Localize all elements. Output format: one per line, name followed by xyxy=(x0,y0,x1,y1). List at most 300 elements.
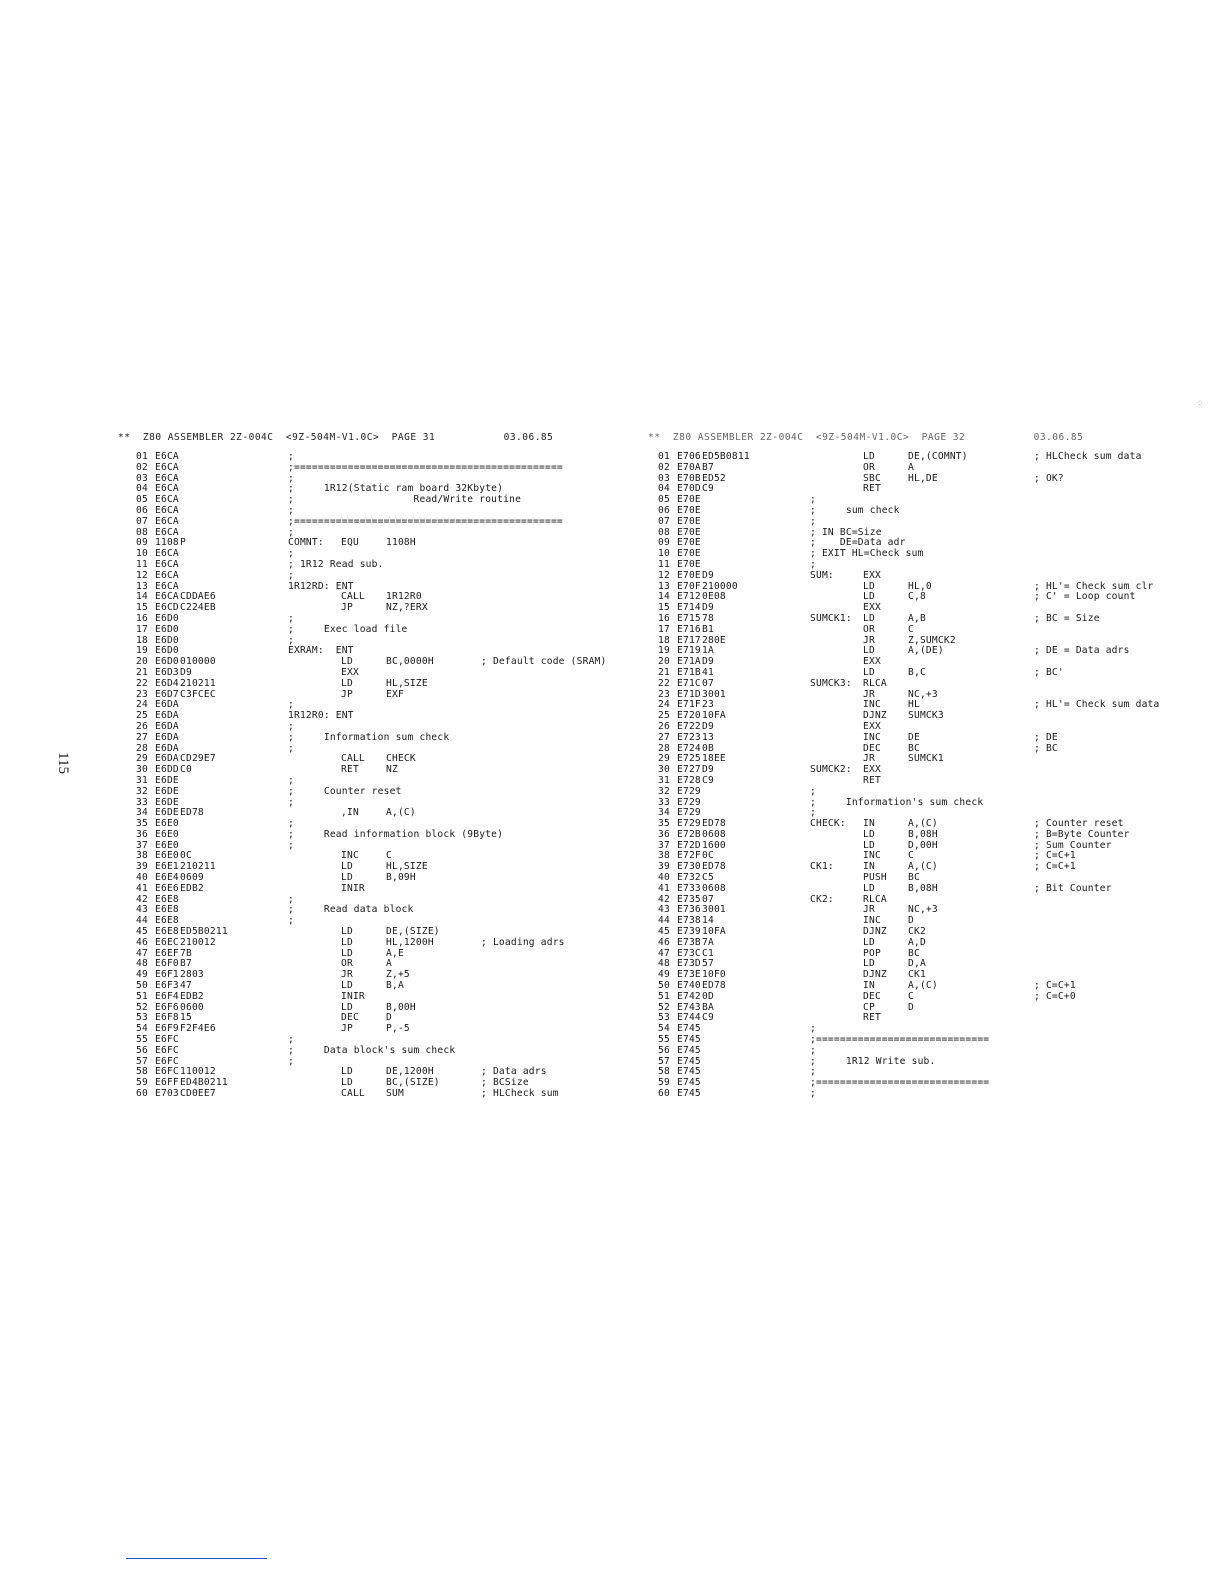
address: E6EC xyxy=(155,936,179,948)
address: E70E xyxy=(677,526,701,538)
address: E738 xyxy=(677,915,701,927)
line-number: 50 xyxy=(136,980,148,992)
line-number: 20 xyxy=(136,656,148,668)
address: E71C xyxy=(677,677,701,689)
label-field: 1R12R0: ENT xyxy=(288,710,354,722)
mnemonic: PUSH xyxy=(863,872,887,884)
address: E6CA xyxy=(155,515,179,527)
label-field: ; EXIT HL=Check sum xyxy=(810,548,924,560)
comment: ; Default code (SRAM) xyxy=(481,656,607,668)
address: E70E xyxy=(677,548,701,560)
line-number: 32 xyxy=(136,785,148,797)
object-code: C1 xyxy=(702,947,714,959)
address: E73C xyxy=(677,947,701,959)
line-number: 10 xyxy=(658,548,670,560)
address: E712 xyxy=(677,591,701,603)
line-number: 52 xyxy=(658,1001,670,1013)
operand: B,09H xyxy=(386,872,416,884)
object-code: D9 xyxy=(702,602,714,614)
address: E6F1 xyxy=(155,969,179,981)
line-number: 58 xyxy=(136,1066,148,1078)
line-number: 02 xyxy=(136,461,148,473)
line-number: 49 xyxy=(658,969,670,981)
address: E6E0 xyxy=(155,850,179,862)
address: E6F8 xyxy=(155,1012,179,1024)
operand: B,00H xyxy=(386,1001,416,1013)
address: E706 xyxy=(677,451,701,462)
line-number: 27 xyxy=(136,731,148,743)
line-number: 07 xyxy=(136,515,148,527)
label-field: ; 1R12(Static ram board 32Kbyte) xyxy=(288,483,504,495)
object-code: 14 xyxy=(702,915,714,927)
address: E744 xyxy=(677,1012,701,1024)
comment: ; C=C+0 xyxy=(1034,990,1076,1002)
address: E6DA xyxy=(155,699,179,711)
operand: SUMCK1 xyxy=(908,753,944,765)
address: E72D xyxy=(677,839,701,851)
address: E722 xyxy=(677,720,701,732)
operand: D xyxy=(908,915,914,927)
label-field: ; xyxy=(810,1023,816,1035)
comment: ; DE = Data adrs xyxy=(1034,645,1130,657)
label-field: ; Read data block xyxy=(288,904,414,916)
operand: DE,(SIZE) xyxy=(386,926,440,938)
address: E6DA xyxy=(155,710,179,722)
object-code: 18EE xyxy=(702,753,726,765)
line-number: 02 xyxy=(658,461,670,473)
operand: C xyxy=(908,850,914,862)
label-field: COMNT: xyxy=(288,537,324,549)
address: E6E8 xyxy=(155,904,179,916)
object-code: 3001 xyxy=(702,904,726,916)
address: 1108 xyxy=(155,537,179,549)
line-number: 20 xyxy=(658,656,670,668)
address: E6F0 xyxy=(155,958,179,970)
line-number: 55 xyxy=(136,1034,148,1046)
object-code: C0 xyxy=(180,764,192,776)
object-code: 41 xyxy=(702,666,714,678)
address: E6E0 xyxy=(155,828,179,840)
address: E70E xyxy=(677,537,701,549)
mnemonic: LD xyxy=(341,1077,353,1089)
object-code: 210211 xyxy=(180,861,216,873)
address: E72B xyxy=(677,828,701,840)
mnemonic: RET xyxy=(341,764,359,776)
address: E6CA xyxy=(155,504,179,516)
line-number: 34 xyxy=(658,807,670,819)
object-code: 0608 xyxy=(702,882,726,894)
mnemonic: CALL xyxy=(341,1088,365,1100)
line-number: 60 xyxy=(136,1088,148,1100)
operand: D xyxy=(386,1012,392,1024)
object-code: B7 xyxy=(180,958,192,970)
object-code: D9 xyxy=(180,666,192,678)
object-code: D9 xyxy=(702,569,714,581)
address: E6DD xyxy=(155,764,179,776)
line-number: 46 xyxy=(658,936,670,948)
operand: B,A xyxy=(386,980,404,992)
mnemonic: IN xyxy=(863,818,875,830)
operand: C xyxy=(908,623,914,635)
operand: 1108H xyxy=(386,537,416,549)
mnemonic: INIR xyxy=(341,990,365,1002)
line-number: 16 xyxy=(136,612,148,624)
address: E6E8 xyxy=(155,915,179,927)
object-code: ED52 xyxy=(702,472,726,484)
object-code: ED78 xyxy=(702,818,726,830)
operand: BC,(SIZE) xyxy=(386,1077,440,1089)
label-field: ; Counter reset xyxy=(288,785,402,797)
address: E6D3 xyxy=(155,666,179,678)
operand: D,00H xyxy=(908,839,938,851)
address: E723 xyxy=(677,731,701,743)
address: E70E xyxy=(677,558,701,570)
operand: Z,SUMCK2 xyxy=(908,634,956,646)
comment: ; HL'= Check sum clr xyxy=(1034,580,1154,592)
object-code: 7A xyxy=(702,936,714,948)
mnemonic: LD xyxy=(863,936,875,948)
object-code: 07 xyxy=(702,677,714,689)
operand: A,(C) xyxy=(908,861,938,873)
mnemonic: IN xyxy=(863,861,875,873)
label-field: ; Data block's sum check xyxy=(288,1044,456,1056)
mnemonic: RET xyxy=(863,774,881,786)
address: E6D0 xyxy=(155,634,179,646)
mnemonic: DEC xyxy=(341,1012,359,1024)
operand: A,D xyxy=(908,936,926,948)
mnemonic: DJNZ xyxy=(863,926,887,938)
address: E6CA xyxy=(155,569,179,581)
line-number: 40 xyxy=(658,872,670,884)
object-code: 210000 xyxy=(702,580,738,592)
label-field: SUM: xyxy=(810,569,834,581)
mnemonic: LD xyxy=(863,666,875,678)
line-number: 36 xyxy=(136,828,148,840)
label-field: ; Read/Write routine xyxy=(288,494,522,506)
mnemonic: LD xyxy=(863,828,875,840)
object-code: 1A xyxy=(702,645,714,657)
object-code: 0609 xyxy=(180,872,204,884)
mnemonic: LD xyxy=(863,612,875,624)
operand: B,08H xyxy=(908,882,938,894)
operand: CK1 xyxy=(908,969,926,981)
line-number: 17 xyxy=(658,623,670,635)
object-code: 0600 xyxy=(180,1001,204,1013)
comment: ; BC = Size xyxy=(1034,612,1100,624)
object-code: 0C xyxy=(180,850,192,862)
address: E6D0 xyxy=(155,623,179,635)
mnemonic: DJNZ xyxy=(863,710,887,722)
mnemonic: OR xyxy=(863,623,875,635)
address: E743 xyxy=(677,1001,701,1013)
object-code: 10FA xyxy=(702,926,726,938)
address: E70B xyxy=(677,472,701,484)
line-number: 57 xyxy=(658,1055,670,1067)
object-code: 10FA xyxy=(702,710,726,722)
mnemonic: CALL xyxy=(341,753,365,765)
object-code: P xyxy=(180,537,186,549)
operand: Z,+5 xyxy=(386,969,410,981)
address: E6DA xyxy=(155,742,179,754)
mnemonic: JR xyxy=(341,969,353,981)
address: E6E4 xyxy=(155,872,179,884)
operand: A,(C) xyxy=(386,807,416,819)
line-number: 06 xyxy=(136,504,148,516)
operand: CHECK xyxy=(386,753,416,765)
label-field: ; xyxy=(288,893,294,905)
line-number: 14 xyxy=(136,591,148,603)
object-code: C3FCEC xyxy=(180,688,216,700)
address: E729 xyxy=(677,818,701,830)
object-code: C9 xyxy=(702,1012,714,1024)
address: E714 xyxy=(677,602,701,614)
address: E739 xyxy=(677,926,701,938)
label-field: ; xyxy=(288,548,294,560)
mnemonic: EXX xyxy=(863,569,881,581)
comment: ; C' = Loop count xyxy=(1034,591,1136,603)
operand: HL,DE xyxy=(908,472,938,484)
operand: DE,1200H xyxy=(386,1066,434,1078)
operand: A,(C) xyxy=(908,980,938,992)
label-field: ; xyxy=(288,569,294,581)
object-code: 15 xyxy=(180,1012,192,1024)
line-number: 59 xyxy=(136,1077,148,1089)
address: E73D xyxy=(677,958,701,970)
mnemonic: JP xyxy=(341,688,353,700)
line-number: 57 xyxy=(136,1055,148,1067)
address: E6CA xyxy=(155,526,179,538)
comment: ; BCSize xyxy=(481,1077,529,1089)
address: E6CA xyxy=(155,472,179,484)
label-field: ; xyxy=(810,1088,816,1100)
object-code: D9 xyxy=(702,720,714,732)
label-field: ; xyxy=(810,1044,816,1056)
line-number: 09 xyxy=(136,537,148,549)
comment: ; BC' xyxy=(1034,666,1064,678)
line-number: 45 xyxy=(658,926,670,938)
line-number: 42 xyxy=(136,893,148,905)
object-code: ED78 xyxy=(180,807,204,819)
address: E6E8 xyxy=(155,926,179,938)
line-number: 36 xyxy=(658,828,670,840)
address: E6DE xyxy=(155,774,179,786)
address: E72F xyxy=(677,850,701,862)
line-number: 44 xyxy=(136,915,148,927)
label-field: ;============================================= xyxy=(288,515,563,527)
line-number: 41 xyxy=(136,882,148,894)
object-code: C9 xyxy=(702,774,714,786)
line-number: 39 xyxy=(136,861,148,873)
object-code: 0C xyxy=(702,850,714,862)
address: E6E0 xyxy=(155,818,179,830)
address: E6CA xyxy=(155,558,179,570)
address: E6DE xyxy=(155,785,179,797)
address: E730 xyxy=(677,861,701,873)
line-number: 35 xyxy=(136,818,148,830)
operand: BC xyxy=(908,742,920,754)
operand: D,A xyxy=(908,958,926,970)
line-number: 06 xyxy=(658,504,670,516)
address: E6D4 xyxy=(155,677,179,689)
operand: SUM xyxy=(386,1088,404,1100)
address: E6D7 xyxy=(155,688,179,700)
object-code: ED5B0811 xyxy=(702,451,750,462)
object-code: ED78 xyxy=(702,980,726,992)
operand: D xyxy=(908,1001,914,1013)
mnemonic: IN xyxy=(863,980,875,992)
mnemonic: DEC xyxy=(863,742,881,754)
label-field: ; sum check xyxy=(810,504,900,516)
mnemonic: CALL xyxy=(341,591,365,603)
line-number: 58 xyxy=(658,1066,670,1078)
scan-artifact: ⁘ xyxy=(1196,399,1204,409)
line-number: 03 xyxy=(136,472,148,484)
mnemonic: JR xyxy=(863,904,875,916)
object-code: 2803 xyxy=(180,969,204,981)
line-number: 17 xyxy=(136,623,148,635)
label-field: ; xyxy=(288,839,294,851)
mnemonic: OR xyxy=(341,958,353,970)
object-code: ED4B0211 xyxy=(180,1077,228,1089)
line-number: 44 xyxy=(658,915,670,927)
right-page-header: ** Z80 ASSEMBLER 2Z-004C <9Z-504M-V1.0C> PAGE 32 03.06.85 xyxy=(648,432,1084,443)
address: E6E8 xyxy=(155,893,179,905)
address: E6CA xyxy=(155,494,179,506)
address: E728 xyxy=(677,774,701,786)
mnemonic: EXX xyxy=(863,656,881,668)
address: E745 xyxy=(677,1088,701,1100)
operand: EXF xyxy=(386,688,404,700)
line-number: 08 xyxy=(136,526,148,538)
mnemonic: ,IN xyxy=(341,807,359,819)
object-code: ED5B0211 xyxy=(180,926,228,938)
label-field: ; 1R12 Read sub. xyxy=(288,558,384,570)
label-field: ; xyxy=(288,1034,294,1046)
line-number: 52 xyxy=(136,1001,148,1013)
mnemonic: DEC xyxy=(863,990,881,1002)
comment: ; Sum Counter xyxy=(1034,839,1112,851)
line-number: 53 xyxy=(136,1012,148,1024)
label-field: ; xyxy=(288,742,294,754)
line-number: 23 xyxy=(658,688,670,700)
mnemonic: SBC xyxy=(863,472,881,484)
label-field: ; xyxy=(288,796,294,808)
line-number: 59 xyxy=(658,1077,670,1089)
line-number: 51 xyxy=(658,990,670,1002)
line-number: 08 xyxy=(658,526,670,538)
operand: HL xyxy=(908,699,920,711)
line-number: 43 xyxy=(136,904,148,916)
mnemonic: LD xyxy=(341,1066,353,1078)
mnemonic: INIR xyxy=(341,882,365,894)
mnemonic: INC xyxy=(341,850,359,862)
address: E70F xyxy=(677,580,701,592)
address: E6CA xyxy=(155,580,179,592)
line-number: 07 xyxy=(658,515,670,527)
line-number: 09 xyxy=(658,537,670,549)
line-number: 22 xyxy=(658,677,670,689)
address: E6CD xyxy=(155,602,179,614)
operand: C xyxy=(386,850,392,862)
comment: ; C=C+1 xyxy=(1034,980,1076,992)
line-number: 27 xyxy=(658,731,670,743)
address: E71F xyxy=(677,699,701,711)
object-code: 210012 xyxy=(180,936,216,948)
object-code: BA xyxy=(702,1001,714,1013)
mnemonic: EXX xyxy=(863,720,881,732)
object-code: 07 xyxy=(702,893,714,905)
line-number: 33 xyxy=(658,796,670,808)
operand: HL,0 xyxy=(908,580,932,592)
mnemonic: JR xyxy=(863,753,875,765)
line-number: 15 xyxy=(136,602,148,614)
operand: A xyxy=(386,958,392,970)
address: E729 xyxy=(677,785,701,797)
bottom-rule xyxy=(126,1558,267,1559)
object-code: 1600 xyxy=(702,839,726,851)
address: E733 xyxy=(677,882,701,894)
operand: DE,(COMNT) xyxy=(908,451,968,462)
line-number: 50 xyxy=(658,980,670,992)
address: E745 xyxy=(677,1034,701,1046)
operand: A xyxy=(908,461,914,473)
label-field: ; xyxy=(810,558,816,570)
line-number: 18 xyxy=(136,634,148,646)
line-number: 45 xyxy=(136,926,148,938)
line-number: 28 xyxy=(658,742,670,754)
mnemonic: CP xyxy=(863,1001,875,1013)
line-number: 60 xyxy=(658,1088,670,1100)
line-number: 38 xyxy=(136,850,148,862)
mnemonic: INC xyxy=(863,731,881,743)
comment: ; C=C+1 xyxy=(1034,850,1076,862)
address: E6F9 xyxy=(155,1023,179,1035)
object-code: D9 xyxy=(702,764,714,776)
mnemonic: LD xyxy=(341,936,353,948)
mnemonic: INC xyxy=(863,699,881,711)
label-field: ; xyxy=(288,720,294,732)
address: E6DA xyxy=(155,753,179,765)
mnemonic: LD xyxy=(863,839,875,851)
operand: HL,1200H xyxy=(386,936,434,948)
operand: NZ xyxy=(386,764,398,776)
address: E6D0 xyxy=(155,612,179,624)
address: E70D xyxy=(677,483,701,495)
label-field: ; xyxy=(810,515,816,527)
line-number: 30 xyxy=(658,764,670,776)
line-number: 29 xyxy=(658,753,670,765)
operand: NC,+3 xyxy=(908,904,938,916)
mnemonic: JP xyxy=(341,1023,353,1035)
object-code: 0E08 xyxy=(702,591,726,603)
object-code: 57 xyxy=(702,958,714,970)
address: E6DE xyxy=(155,807,179,819)
line-number: 14 xyxy=(658,591,670,603)
address: E6D0 xyxy=(155,656,179,668)
mnemonic: LD xyxy=(341,861,353,873)
line-number: 19 xyxy=(136,645,148,657)
address: E729 xyxy=(677,807,701,819)
comment: ; C=C+1 xyxy=(1034,861,1076,873)
mnemonic: JP xyxy=(341,602,353,614)
label-field: CHECK: xyxy=(810,818,846,830)
object-code: CD0EE7 xyxy=(180,1088,216,1100)
object-code: 110012 xyxy=(180,1066,216,1078)
label-field: ; Exec load file xyxy=(288,623,408,635)
object-code: 10F0 xyxy=(702,969,726,981)
address: E6E6 xyxy=(155,882,179,894)
object-code: CD29E7 xyxy=(180,753,216,765)
